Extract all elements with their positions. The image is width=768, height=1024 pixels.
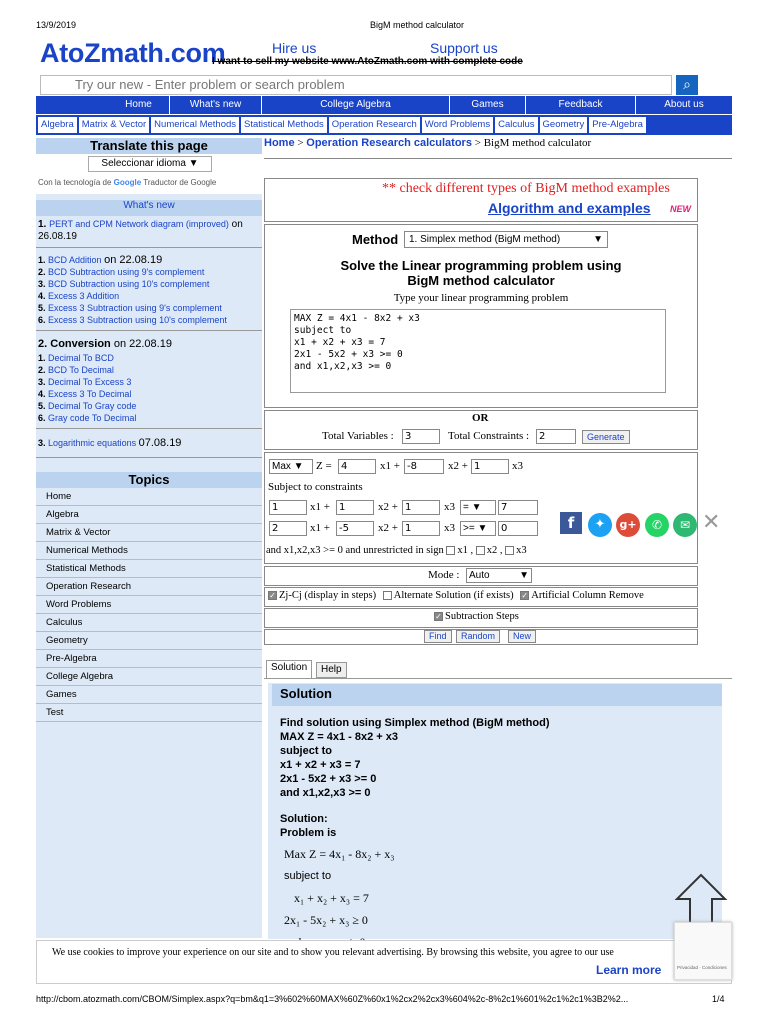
topic-link[interactable]: Geometry xyxy=(36,632,262,650)
topic-link[interactable]: Algebra xyxy=(36,506,262,524)
news-item[interactable]: 1. BCD Addition on 22.08.19 xyxy=(38,254,163,266)
generate-button[interactable]: Generate xyxy=(582,430,630,444)
news-item-log[interactable]: 3. Logarithmic equations 07.08.19 xyxy=(36,429,262,458)
news-item-pert[interactable]: 1. PERT and CPM Network diagram (improved) on 26.08.19 xyxy=(36,216,262,248)
solve-title: Solve the Linear programming problem using BigM method calculator xyxy=(340,258,622,288)
topic-link[interactable]: Word Problems xyxy=(36,596,262,614)
obj-coef-x2[interactable]: -8 xyxy=(404,459,444,474)
nav-games[interactable]: Games xyxy=(450,96,526,114)
conversion-heading: 2. Conversion on 22.08.19 xyxy=(38,338,172,350)
twitter-icon[interactable]: ✦ xyxy=(588,513,612,537)
x3-label: x3 xyxy=(444,522,455,534)
cons1-sign-select[interactable]: = ▼ xyxy=(460,500,496,515)
language-select[interactable]: Seleccionar idioma ▼ xyxy=(88,156,212,172)
subject-to-label: Subject to constraints xyxy=(268,481,363,493)
topic-operation-research[interactable]: Operation Research xyxy=(329,117,420,133)
scroll-up-icon[interactable] xyxy=(674,872,728,926)
news-item[interactable]: 3. Decimal To Excess 3 xyxy=(38,377,132,387)
method-label: Method xyxy=(352,232,399,247)
x2-label: x2 + xyxy=(448,460,468,472)
topic-link[interactable]: Games xyxy=(36,686,262,704)
cons2-c[interactable]: 1 xyxy=(402,521,440,536)
total-vars-input[interactable]: 3 xyxy=(402,429,440,444)
x2-label: x2 + xyxy=(378,522,398,534)
news-item[interactable]: 4. Excess 3 Addition xyxy=(38,291,120,301)
check-examples-link[interactable]: ** check different types of BigM method examples xyxy=(382,181,670,196)
whats-new-title: What's new xyxy=(36,200,262,216)
whatsapp-icon[interactable]: ✆ xyxy=(645,513,669,537)
or-label: OR xyxy=(472,412,489,424)
new-badge: NEW xyxy=(670,204,691,214)
topic-link[interactable]: Home xyxy=(36,488,262,506)
type-label: Type your linear programming problem xyxy=(393,292,569,304)
site-logo[interactable]: AtoZmath.com xyxy=(40,38,226,68)
topic-matrix-vector[interactable]: Matrix & Vector xyxy=(79,117,149,133)
news-item[interactable]: 3. BCD Subtraction using 10's complement xyxy=(38,279,210,289)
print-title: BigM method calculator xyxy=(370,20,465,30)
sidebar xyxy=(36,138,262,938)
hire-us-link[interactable]: Hire us xyxy=(272,40,317,56)
topic-pre-algebra[interactable]: Pre-Algebra xyxy=(589,117,646,133)
google-logo: Google xyxy=(113,178,142,187)
news-item[interactable]: 2. BCD Subtraction using 9's complement xyxy=(38,267,205,277)
topic-link[interactable]: Operation Research xyxy=(36,578,262,596)
topic-algebra[interactable]: Algebra xyxy=(38,117,77,133)
cons1-a[interactable]: 1 xyxy=(269,500,307,515)
nav-feedback[interactable]: Feedback xyxy=(526,96,636,114)
news-item[interactable]: 2. BCD To Decimal xyxy=(38,365,114,375)
solution-problem-heading: Solution: Problem is xyxy=(280,813,337,839)
topic-link[interactable]: Matrix & Vector xyxy=(36,524,262,542)
sell-website-note[interactable]: I want to sell my website www.AtoZmath.com with complete code xyxy=(212,56,523,67)
objective-type-select[interactable]: Max ▼ xyxy=(269,459,313,474)
new-button[interactable]: New xyxy=(508,630,536,643)
method-select[interactable]: 1. Simplex method (BigM method) ▼ xyxy=(404,231,608,248)
total-cons-input[interactable]: 2 xyxy=(536,429,576,444)
cons2-rhs[interactable]: 0 xyxy=(498,521,538,536)
topics-list xyxy=(36,488,262,722)
topic-nav xyxy=(36,115,732,135)
facebook-icon[interactable]: f xyxy=(560,512,582,534)
search-input[interactable]: Try our new - Enter problem or search problem xyxy=(40,75,672,95)
nav-whats-new[interactable]: What's new xyxy=(170,96,262,114)
x1-label: x1 + xyxy=(310,522,330,534)
news-item[interactable]: 5. Decimal To Gray code xyxy=(38,401,137,411)
tab-help[interactable]: Help xyxy=(316,662,347,678)
unrestricted-x3-checkbox[interactable] xyxy=(505,546,514,555)
print-date: 13/9/2019 xyxy=(36,20,77,30)
breadcrumb-or[interactable]: Operation Research calculators xyxy=(306,137,472,149)
obj-coef-x3[interactable]: 1 xyxy=(471,459,509,474)
cons2-a[interactable]: 2 xyxy=(269,521,307,536)
topic-numerical-methods[interactable]: Numerical Methods xyxy=(151,117,239,133)
subtraction-steps-checkbox[interactable]: ✓ xyxy=(435,612,442,622)
print-page: 1/4 xyxy=(712,994,725,1004)
obj-coef-x1[interactable]: 4 xyxy=(338,459,376,474)
z-label: Z = xyxy=(316,460,332,472)
topic-link[interactable]: Test xyxy=(36,704,262,722)
close-share-icon[interactable]: ✕ xyxy=(702,510,721,535)
cons2-sign-select[interactable]: >= ▼ xyxy=(460,521,496,536)
sign-restrictions: and x1,x2,x3 >= 0 and unrestricted in sign x1 , x2 , x3 xyxy=(266,545,527,556)
x3-label: x3 xyxy=(512,460,523,472)
nav-college-algebra[interactable]: College Algebra xyxy=(262,96,450,114)
topic-link[interactable]: Calculus xyxy=(36,614,262,632)
x3-label: x3 xyxy=(444,501,455,513)
topic-word-problems[interactable]: Word Problems xyxy=(422,117,493,133)
subtraction-option: ✓ Subtraction Steps xyxy=(435,611,519,622)
topic-calculus[interactable]: Calculus xyxy=(495,117,537,133)
cookie-text: We use cookies to improve your experience on our site and to show you relevant advertising. By browsing this website, you agree to our use xyxy=(52,947,614,958)
topic-link[interactable]: Numerical Methods xyxy=(36,542,262,560)
x2-label: x2 + xyxy=(378,501,398,513)
breadcrumb: Home > Operation Research calculators > BigM method calculator xyxy=(264,137,592,149)
news-item[interactable]: 6. Excess 3 Subtraction using 10's complement xyxy=(38,315,227,325)
breadcrumb-home[interactable]: Home xyxy=(264,137,295,149)
unrestricted-x2-checkbox[interactable] xyxy=(476,546,485,555)
email-icon[interactable]: ✉ xyxy=(673,513,697,537)
news-item[interactable]: 5. Excess 3 Subtraction using 9's complement xyxy=(38,303,222,313)
solution-math: Max Z = 4x₁ - 8x₂ + x₃ subject to x₁ + x₂ + x₃ = 7 2x₁ - 5x₂ + x₃ ≥ 0 xyxy=(284,847,395,927)
cons1-b[interactable]: 1 xyxy=(336,500,374,515)
google-plus-icon[interactable]: g+ xyxy=(616,513,640,537)
top-nav xyxy=(36,96,732,114)
topic-link[interactable]: Statistical Methods xyxy=(36,560,262,578)
google-translate-note: Con la tecnología de Google Traductor de Google xyxy=(38,178,217,187)
topic-statistical-methods[interactable]: Statistical Methods xyxy=(241,117,327,133)
solution-intro: Find solution using Simplex method (BigM method) MAX Z = 4x1 - 8x2 + x3 subject to x1 + x2 + x3 = 7 2x1 - 5x2 + x3 >= 0 and x1,x2,x3 >= 0 xyxy=(280,717,550,799)
cons1-c[interactable]: 1 xyxy=(402,500,440,515)
mode-label: Mode : xyxy=(428,569,460,581)
nav-home[interactable]: Home xyxy=(108,96,170,114)
search-icon[interactable]: ⌕ xyxy=(676,75,698,95)
recaptcha-badge[interactable]: Privacidad · Condiciones xyxy=(674,922,732,980)
cons1-rhs[interactable]: 7 xyxy=(498,500,538,515)
topic-link[interactable]: College Algebra xyxy=(36,668,262,686)
translate-title: Translate this page xyxy=(36,138,262,154)
random-button[interactable]: Random xyxy=(456,630,500,643)
print-url: http://cbom.atozmath.com/CBOM/Simplex.aspx?q=bm&q1=3%602%60MAX%60Z%60x1%2cx2%2cx3%604%2c-8%2c1%601%2c1%2c1%3B2%2... xyxy=(36,994,629,1004)
breadcrumb-current: BigM method calculator xyxy=(483,137,592,149)
algorithm-link[interactable]: Algorithm and examples xyxy=(488,200,651,216)
mode-select[interactable]: Auto ▼ xyxy=(466,568,532,583)
topic-geometry[interactable]: Geometry xyxy=(540,117,588,133)
problem-textarea[interactable]: MAX Z = 4x1 - 8x2 + x3 subject to x1 + x2 + x3 = 7 2x1 - 5x2 + x3 >= 0 and x1,x2,x3 >= 0 xyxy=(290,309,666,393)
x1-label: x1 + xyxy=(310,501,330,513)
total-cons-label: Total Constraints : xyxy=(448,430,530,442)
cons2-b[interactable]: -5 xyxy=(336,521,374,536)
alternate-solution-checkbox[interactable] xyxy=(383,591,392,600)
artificial-column-checkbox[interactable]: ✓ xyxy=(521,591,529,601)
tab-solution[interactable]: Solution xyxy=(266,660,312,678)
topic-link[interactable]: Pre-Algebra xyxy=(36,650,262,668)
total-vars-label: Total Variables : xyxy=(322,430,394,442)
options-row: ✓ Zj-Cj (display in steps) Alternate Solution (if exists) ✓ Artificial Column Remove xyxy=(269,590,644,601)
solution-title: Solution xyxy=(272,684,722,706)
topics-title: Topics xyxy=(36,472,262,488)
support-us-link[interactable]: Support us xyxy=(430,40,498,56)
x1-label: x1 + xyxy=(380,460,400,472)
news-item[interactable]: 1. Decimal To BCD xyxy=(38,353,114,363)
unrestricted-x1-checkbox[interactable] xyxy=(446,546,455,555)
zjcj-checkbox[interactable]: ✓ xyxy=(269,591,276,601)
find-button[interactable]: Find xyxy=(424,630,452,643)
learn-more-link[interactable]: Learn more xyxy=(596,963,662,977)
news-item[interactable]: 6. Gray code To Decimal xyxy=(38,413,137,423)
nav-about-us[interactable]: About us xyxy=(664,99,704,110)
news-item[interactable]: 4. Excess 3 To Decimal xyxy=(38,389,132,399)
